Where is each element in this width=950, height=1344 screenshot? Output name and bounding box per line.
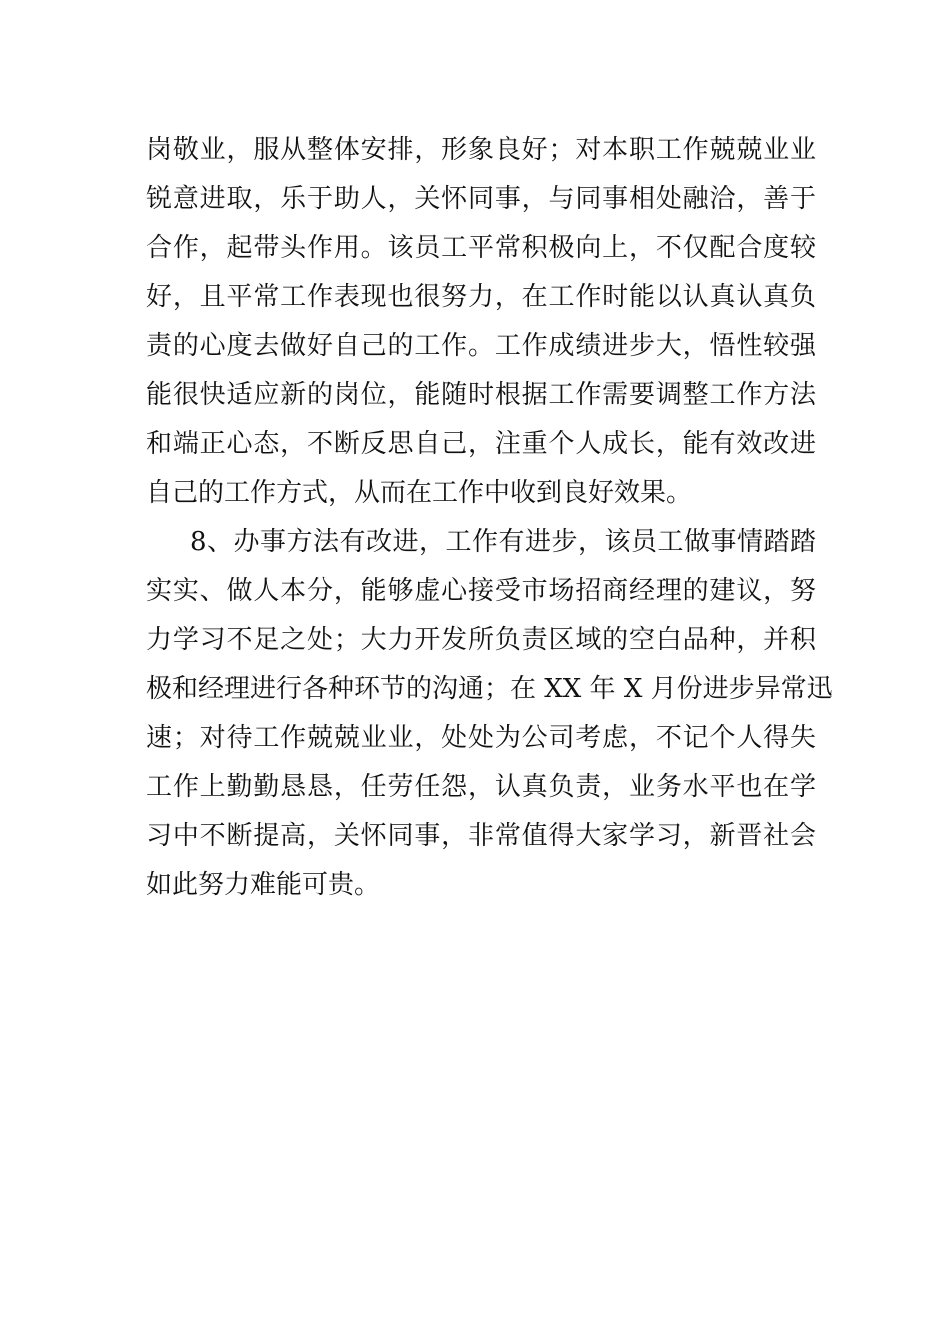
paragraph-line: 工作上勤勤恳恳，任劳任怨，认真负责，业务水平也在学 [146, 772, 816, 802]
paragraph-line: 如此努力难能可贵。 [146, 870, 381, 900]
paragraph-line: 好，且平常工作表现也很努力，在工作时能以认真认真负 [146, 282, 816, 312]
paragraph-line: 8、办事方法有改进，工作有进步，该员工做事情踏踏 [190, 527, 816, 557]
paragraph-line: 合作，起带头作用。该员工平常积极向上，不仅配合度较 [146, 233, 816, 263]
paragraph-line: 能很快适应新的岗位，能随时根据工作需要调整工作方法 [146, 380, 816, 410]
paragraph-line: 力学习不足之处；大力开发所负责区域的空白品种，并积 [146, 625, 816, 655]
paragraph-line: 和端正心态，不断反思自己，注重个人成长，能有效改进 [146, 429, 816, 459]
paragraph-line: 责的心度去做好自己的工作。工作成绩进步大，悟性较强 [146, 331, 816, 361]
paragraph-line: 速；对待工作兢兢业业，处处为公司考虑，不记个人得失 [146, 723, 816, 753]
paragraph-line: 习中不断提高，关怀同事，非常值得大家学习，新晋社会 [146, 821, 816, 851]
paragraph-line: 岗敬业，服从整体安排，形象良好；对本职工作兢兢业业 [146, 135, 816, 165]
paragraph-line: 锐意进取，乐于助人，关怀同事，与同事相处融洽，善于 [146, 184, 816, 214]
paragraph-line: 自己的工作方式，从而在工作中收到良好效果。 [146, 478, 693, 508]
paragraph-line: 极和经理进行各种环节的沟通；在 XX 年 X 月份进步异常迅 [146, 674, 833, 704]
paragraph-line: 实实、做人本分，能够虚心接受市场招商经理的建议，努 [146, 576, 816, 606]
paragraph-1 [146, 126, 816, 518]
document-body [146, 126, 833, 910]
paragraph-2 [146, 518, 833, 910]
